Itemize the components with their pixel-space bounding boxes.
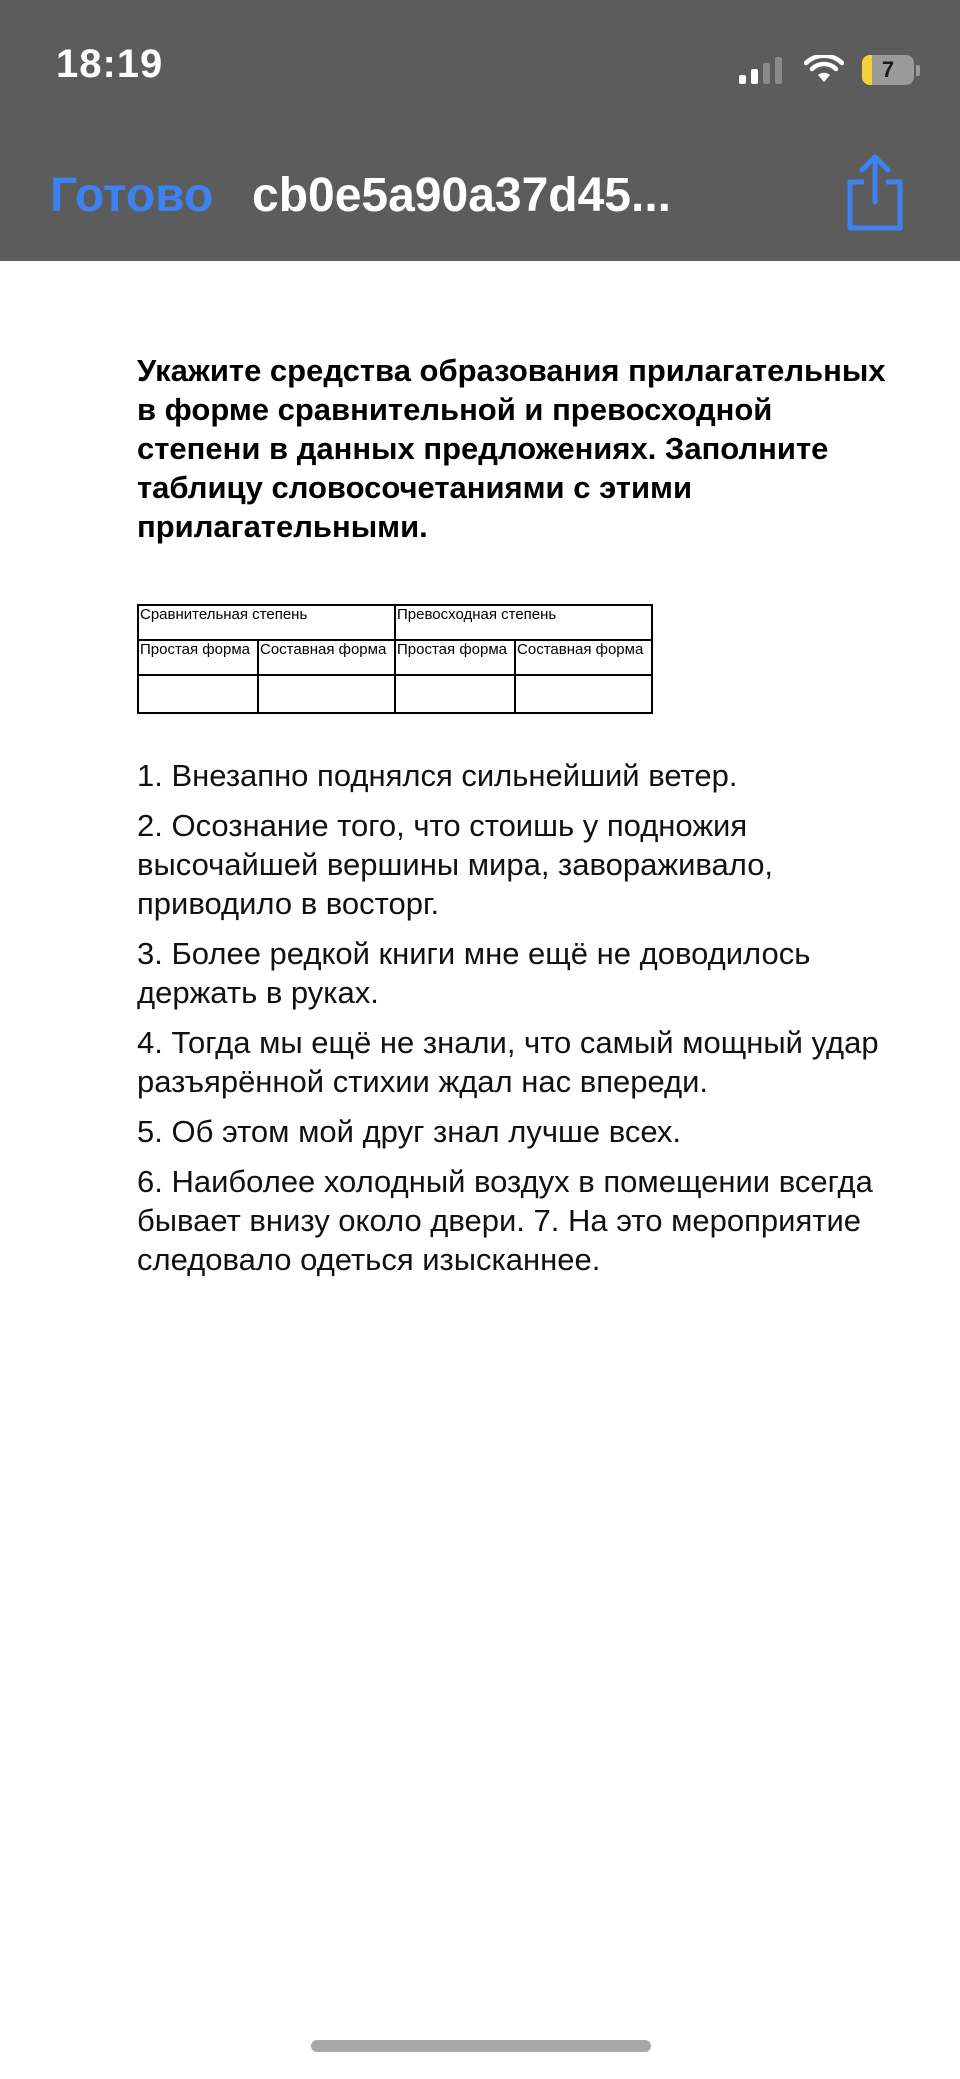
top-bar	[0, 0, 960, 261]
document-content	[137, 351, 897, 1290]
sentence-item: 5. Об этом мой друг знал лучше всех.	[137, 1114, 682, 1149]
table-cell-empty	[515, 675, 652, 713]
battery-level: 7	[881, 57, 895, 82]
table-cell-empty	[258, 675, 395, 713]
header-comparative: Сравнительная степень	[138, 605, 395, 640]
sub-simple-superlative: Простая форма	[395, 640, 515, 675]
share-icon[interactable]	[844, 152, 906, 232]
battery-cap	[916, 65, 920, 76]
table-cell-empty	[138, 675, 258, 713]
sentence-list	[137, 756, 897, 1279]
sub-simple-comparative: Простая форма	[138, 640, 258, 675]
sub-compound-comparative: Составная форма	[258, 640, 395, 675]
sub-compound-superlative: Составная форма	[515, 640, 652, 675]
cellular-signal-icon	[739, 56, 782, 84]
battery-icon	[862, 55, 914, 85]
table-cell-empty	[395, 675, 515, 713]
sentence-item: 4. Тогда мы ещё не знали, что самый мощный удар разъярённой стихии ждал нас впереди.	[137, 1025, 879, 1099]
header-superlative: Превосходная степень	[395, 605, 652, 640]
status-time: 18:19	[56, 42, 164, 86]
answer-table	[137, 604, 653, 714]
status-indicators	[739, 50, 920, 90]
sentence-item: 1. Внезапно поднялся сильнейший ветер.	[137, 758, 738, 793]
done-button[interactable]: Готово	[50, 169, 214, 222]
home-indicator[interactable]	[311, 2040, 651, 2052]
document-title: cb0e5a90a37d45...	[252, 169, 671, 222]
task-heading: Укажите средства образования прилагательных в форме сравнительной и превосходной степени в данных предложениях. Заполните таблицу словосочетаниями с этими прилагательными.	[137, 353, 886, 544]
wifi-icon	[804, 55, 844, 85]
sentence-item: 3. Более редкой книги мне ещё не доводилось держать в руках.	[137, 936, 811, 1010]
sentence-item: 6. Наиболее холодный воздух в помещении всегда бывает внизу около двери. 7. На это мероприятие следовало одеться изысканнее.	[137, 1164, 873, 1277]
sentence-item: 2. Осознание того, что стоишь у подножия высочайшей вершины мира, завораживало, приводило в восторг.	[137, 808, 774, 921]
